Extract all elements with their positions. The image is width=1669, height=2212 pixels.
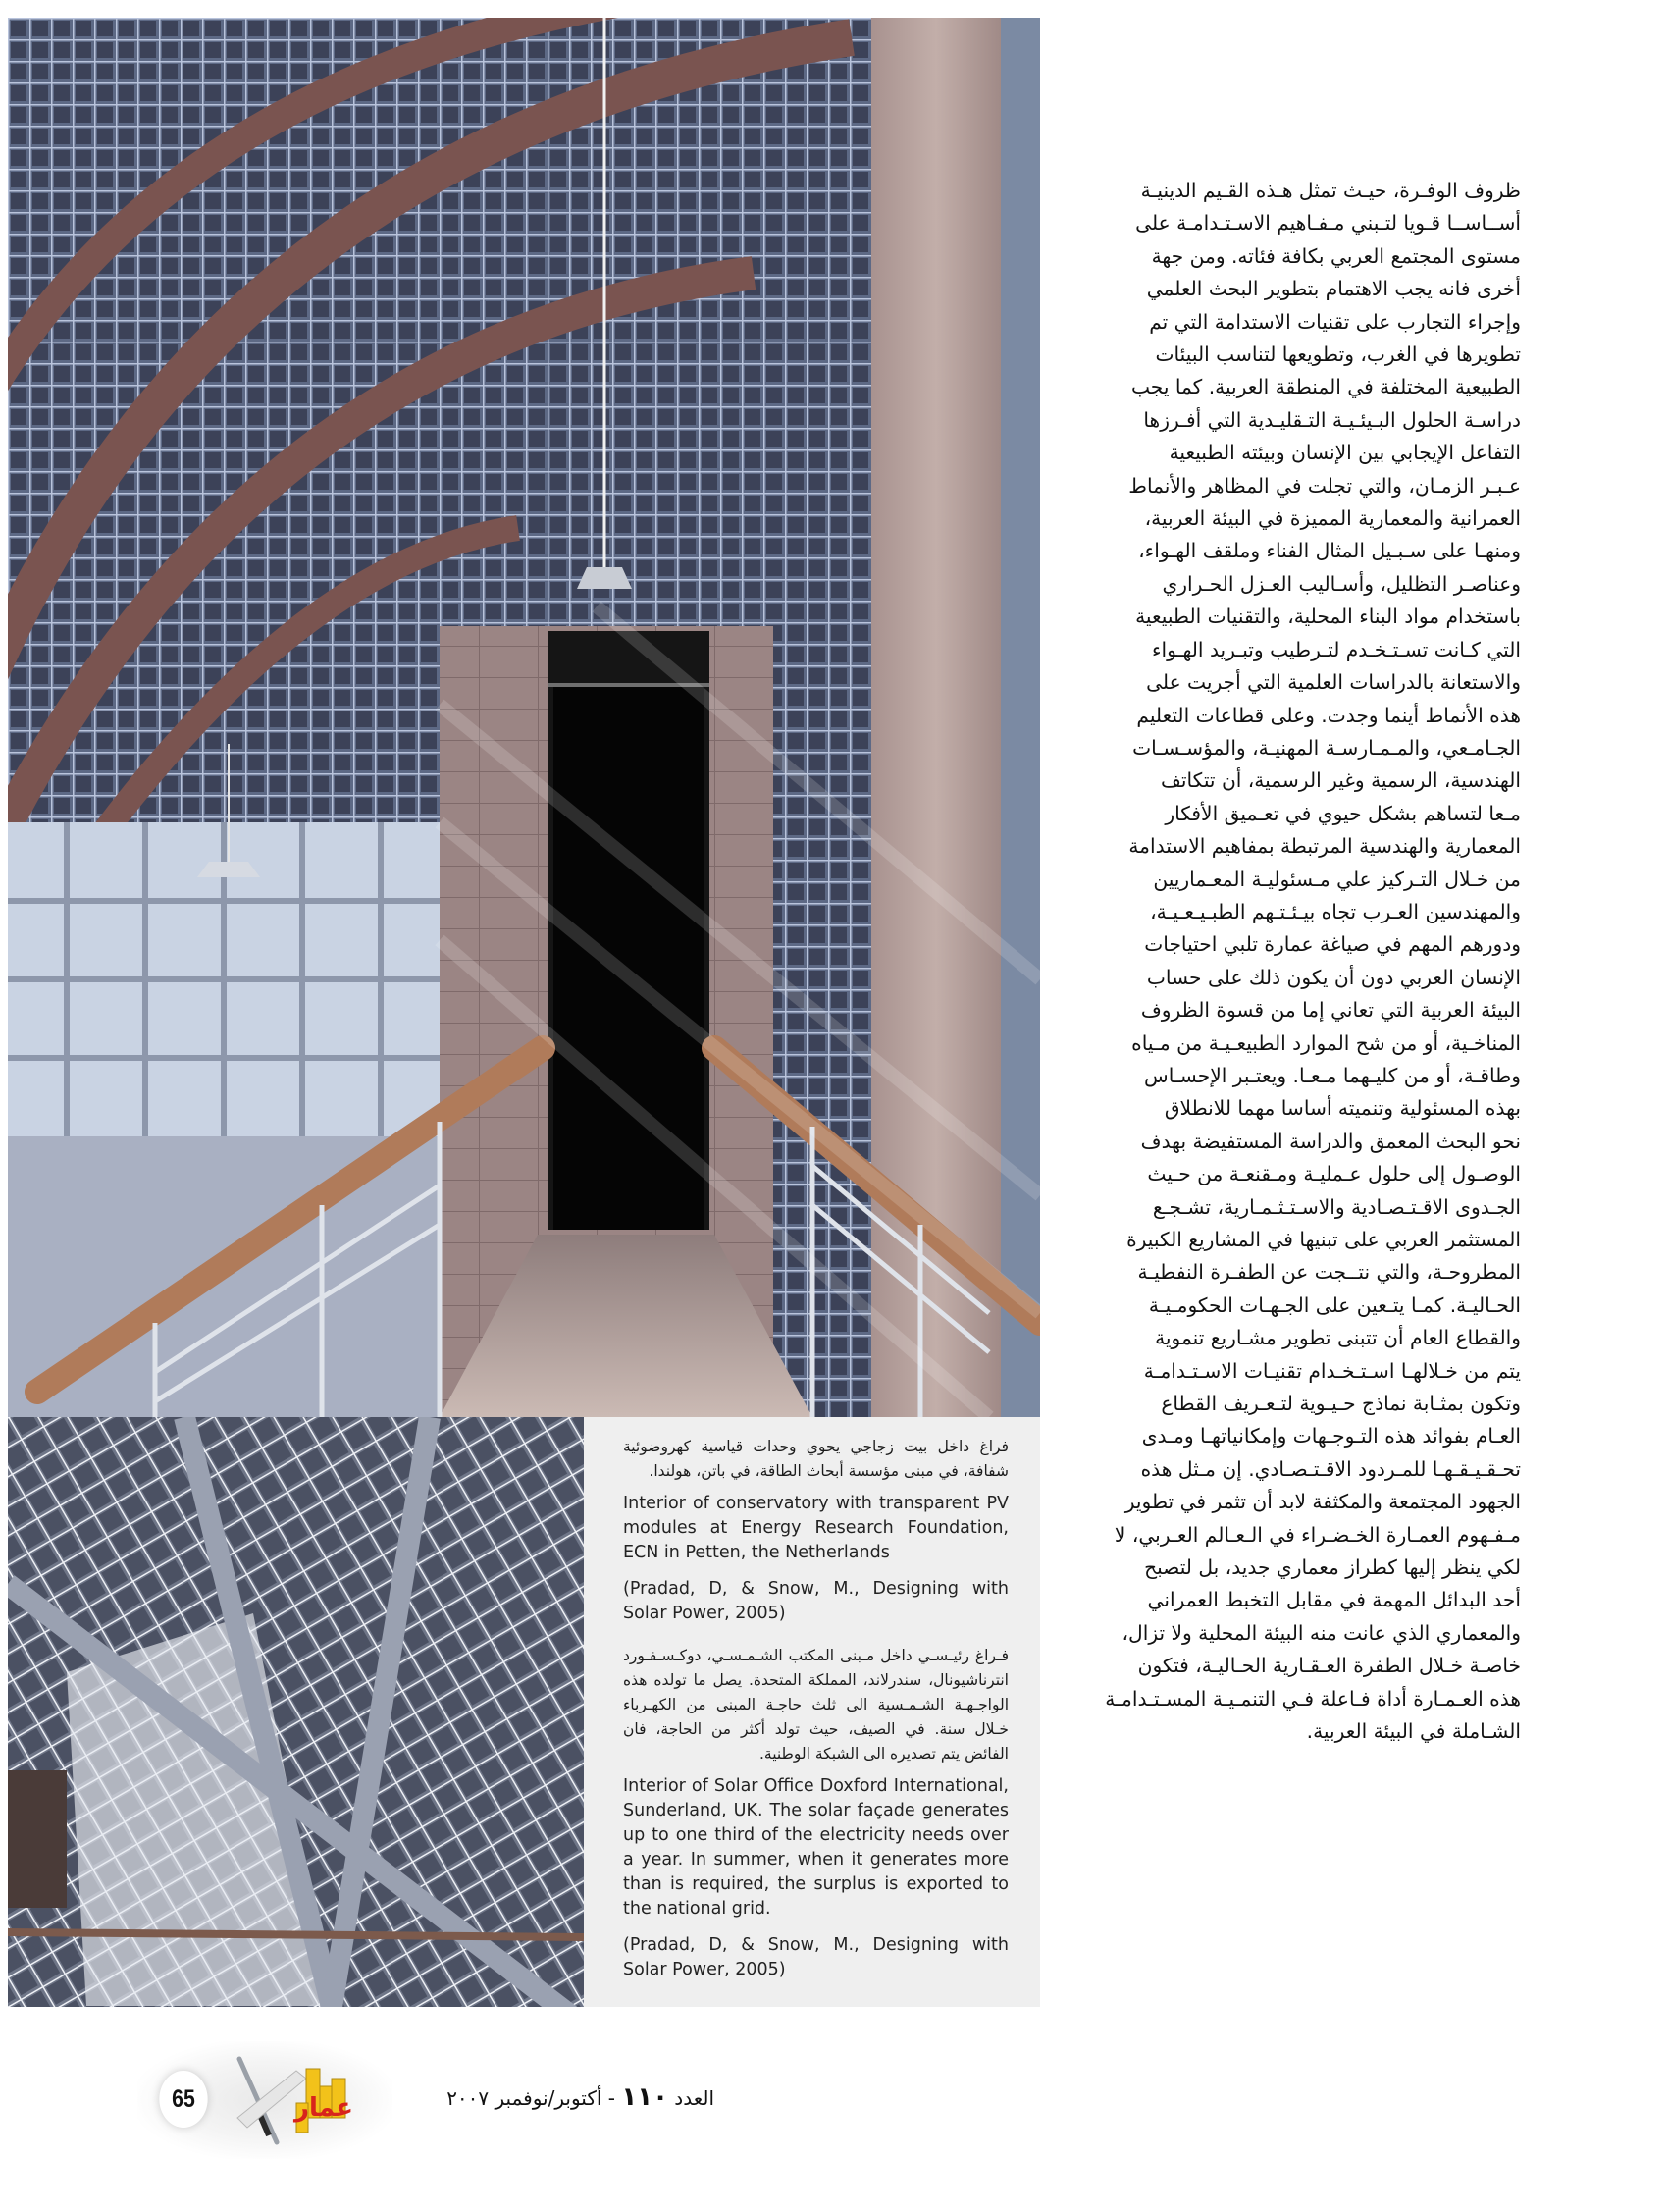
article-line: باستخدام مواد البناء المحلية، والتقنيات الطبيعية <box>1135 605 1521 629</box>
caption-photo1-english: Interior of conservatory with transparent PV modules at Energy Research Foundation, ECN in Petten, the Netherlands <box>623 1494 1009 1562</box>
article-line: تحـقـيـقـهـا للمـردود الاقـتـصـادي. إن مـثل هذه <box>1140 1456 1521 1481</box>
caption-photo2-arabic: فـراغ رئيـسـي داخل مـبنى المكتب الشـمـسـي، دوكـسـفـورد انترناشيونال، سندرلاند، المملكة المتحدة. يصل ما تولده هذه الواجـهـة الشـمـسية الى ثلث حاجـة المبنى من الكهـرباء خـلال سنة. في الصيف، حيث تولد أكثر من الحاجة، فان الفائض يتم تصديره الى الشبكة الوطنية. <box>623 1647 1009 1763</box>
solar-office-illustration <box>8 1417 584 2007</box>
article-line: عـبـر الزمـان، والتي تجلت في المظاهر والأنماط <box>1128 473 1521 498</box>
caption-photo1-arabic: فراغ داخل بيت زجاجي يحوي وحدات قياسية كهروضوئية شفافة، في مبنى مؤسسة أبحاث الطاقة، في باتن، هولندا. <box>623 1438 1009 1480</box>
article-line: يتم من خـلالهـا اسـتـخـدام تقنيـات الاسـتـدامـة <box>1143 1358 1521 1383</box>
article-line: المستثمر العربي على تبنيها في المشاريع الكبيرة <box>1126 1228 1521 1251</box>
article-line: الهندسية، الرسمية وغير الرسمية، أن تتكاتف <box>1161 768 1521 793</box>
caption-photo1-source: (Pradad, D, & Snow, M., Designing with Solar Power, 2005) <box>623 1579 1009 1623</box>
article-line: نحو البحث المعمق والدراسة المستفيضة بهدف <box>1140 1129 1521 1153</box>
article-line: لكي ينظر إليها كطراز معماري جديد، بل لتصبح <box>1144 1555 1521 1580</box>
issue-info <box>381 2082 714 2112</box>
photo-conservatory-interior <box>8 18 1040 1417</box>
article-line: تطويرها في الغرب، وتطويعها لتناسب البيئات <box>1155 342 1521 367</box>
caption-panel <box>584 1417 1040 2007</box>
article-line: خاصـة خـلال الطفرة العـقـارية الحـاليـة، فتكون <box>1137 1654 1521 1678</box>
article-line: والمهندسين العـرب تجاه بيـئـتـهم الطبـيـعـيـة، <box>1150 899 1521 923</box>
article-line: وتكون بمثـابة نماذج حـيـوية لتـعـريف القطاع <box>1161 1392 1521 1416</box>
article-line: المعمارية والهندسية المرتبطة بمفاهيم الاستدامة <box>1128 834 1521 859</box>
article-line: التفاعل الإيجابي بين الإنسان وبيئته الطبيعية <box>1169 441 1521 465</box>
article-line: ومنهـا على سـبـيل المثال الفناء وملقف الهـواء، <box>1138 539 1521 563</box>
conservatory-illustration <box>8 18 1040 1417</box>
article-line: البيئة العربية التي تعاني إما من قسوة الظروف <box>1140 998 1521 1023</box>
article-line: التي كـانت تسـتـخـدم لتـرطيب وتبـريد الهـواء <box>1152 637 1521 661</box>
article-line: هذه الأنماط أينما وجدت. وعلى قطاعات التعليم <box>1136 703 1521 727</box>
article-line: الحـاليـة. كمـا يتـعين على الجـهـات الحكومـيـة <box>1148 1292 1521 1317</box>
article-line: مـعا لتساهم بشكل حيوي في تعـميق الأفكار <box>1165 801 1521 825</box>
article-line: الإنسان العربي دون أن يكون ذلك على حساب <box>1146 965 1521 989</box>
caption-photo2-english: Interior of Solar Office Doxford International, Sunderland, UK. The solar façade generates up to one third of the electricity needs over a year. In summer, when it generates more than is required, the surplus is exported to the national grid. <box>623 1776 1009 1919</box>
article-line: والاستعانة بالدراسات العلمية التي أجريت على <box>1146 670 1521 695</box>
article-line: الوصـول إلى حلول عـمليـة ومـقنعـة من حـيث <box>1147 1162 1521 1186</box>
article-line: ظروف الوفـرة، حيـث تمثل هـذه القـيم الدينيـة <box>1140 179 1521 202</box>
article-line: الجـامـعي، والمـمـارسـة المهنيـة، والمؤسـسـات <box>1132 735 1521 760</box>
article-line: العمرانية والمعمارية المميزة في البيئة العربية، <box>1144 506 1521 531</box>
article-line: بهذه المسئولية وتنميته أساسا مهما للانطلاق <box>1164 1096 1521 1121</box>
article-body <box>1079 175 1521 1749</box>
article-line: دراسـة الحلول البـيئـيـة التـقليـدية التي أفـرزها <box>1143 407 1521 432</box>
article-line: الطبيعية المختلفة في المنطقة العربية. كما يجب <box>1130 375 1521 399</box>
article-line: المناخـية، أو من شح الموارد الطبيعـيـة من مـياه <box>1131 1030 1521 1055</box>
article-line: مستوى المجتمع العربي بكافة فئاته. ومن جهة <box>1151 243 1521 268</box>
issue-prefix: العدد <box>674 2086 714 2110</box>
article-line: العـام بفوائد هذه التـوجـهات وإمكانياتهـا ومـدى <box>1141 1424 1521 1448</box>
article-line: مـفـهوم العمـارة الخـضـراء في الـعـالم العـربي، لا <box>1114 1522 1521 1547</box>
article-line: والقطاع العام أن تتبنى تطوير مشـاريع تنموية <box>1155 1326 1521 1350</box>
page-number: 65 <box>159 2071 207 2128</box>
article-line: وطاقـة، أو من كليـهما مـعـا. ويعتـبر الإحسـاس <box>1144 1063 1521 1087</box>
issue-number: ١١٠ <box>621 2082 668 2112</box>
issue-date: - أكتوبر/نوفمبر ٢٠٠٧ <box>446 2086 615 2110</box>
logo-text: عمار <box>294 2093 353 2123</box>
article-line: أســاســا قـويا لتـبني مـفـاهيم الاسـتـدامـة على <box>1135 211 1521 236</box>
article-line: المطروحـة، والتي نتــجت عن الطفـرة النفطيـة <box>1137 1260 1521 1285</box>
page-footer <box>137 2041 726 2159</box>
caption-photo2-source: (Pradad, D, & Snow, M., Designing with Solar Power, 2005) <box>623 1935 1009 1979</box>
article-line: من خـلال التـركيز علي مـسئوليـة المعـماريين <box>1153 867 1521 891</box>
magazine-logo <box>218 2049 365 2147</box>
article-line: ودورهم المهم في صياغة عمارة تلبي احتياجات <box>1144 932 1521 957</box>
article-line: الشـاملة في البيئة العربية. <box>1306 1719 1521 1744</box>
article-line: أحد البدائل المهمة في مقابل التخبط العمراني <box>1147 1588 1521 1612</box>
article-line: الجهود المجتمعة والمكثفة لابد أن تثمر في تطوير <box>1124 1490 1521 1514</box>
article-line: هذه العـمـارة أداة فـاعلة فـي التنمـيـة المسـتـدامـة <box>1105 1686 1521 1711</box>
article-line: وعناصـر التظليل، وأسـاليب العـزل الحـراري <box>1162 571 1521 596</box>
article-line: وإجراء التجارب على تقنيات الاستدامة التي تم <box>1149 309 1521 334</box>
article-line: أخرى فانه يجب الاهتمام بتطوير البحث العلمي <box>1146 277 1521 301</box>
article-line: والمعماري الذي عانت منه البيئة المحلية ولا تزال، <box>1121 1620 1521 1645</box>
article-line: الجـدوى الاقـتـصـادية والاسـتـثـمـارية، تشـجـع <box>1152 1194 1521 1219</box>
photo-solar-office-doxford <box>8 1417 584 2007</box>
